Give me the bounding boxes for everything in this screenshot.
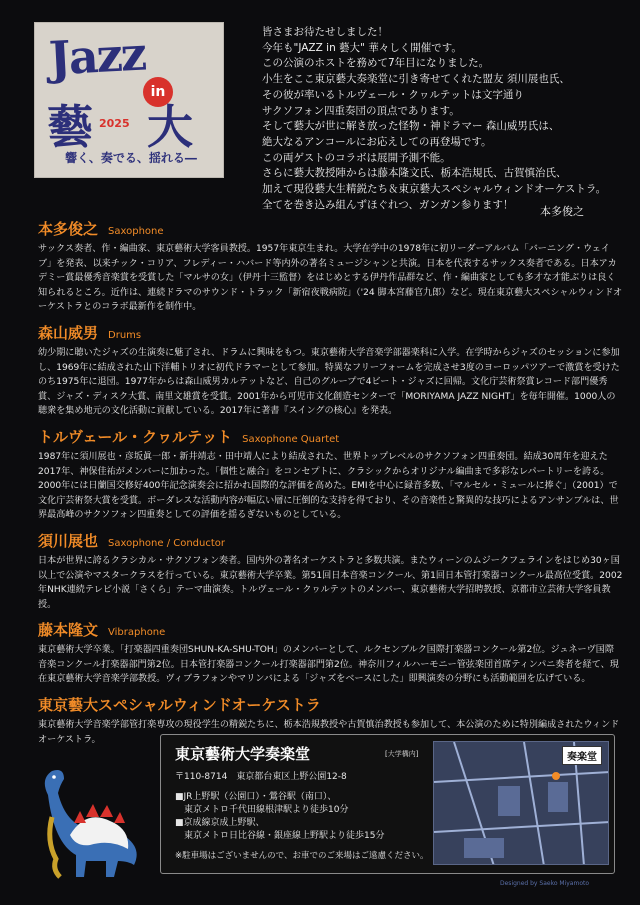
map-label-venue: 奏楽堂 [562, 746, 602, 765]
profile-honda [38, 218, 623, 315]
intro-line: さらに藝大教授陣からは藤本隆文氏、栃本浩規氏、古賀慎治氏、 [262, 167, 567, 180]
access-line: 東京メトロ日比谷線・銀座線上野駅より徒歩15分 [175, 831, 385, 841]
artist-profiles [38, 218, 623, 754]
venue-address: 〒110-8714 東京都台東区上野公園12-8 [175, 772, 347, 782]
parking-note: ※駐車場はございませんので、お車でのご来場はご遠慮ください。 [175, 851, 429, 861]
profile-name: 本多俊之 [38, 220, 99, 238]
venue-access [175, 791, 384, 843]
profile-body: 日本が世界に誇るクラシカル・サクソフォン奏者。国内外の著名オーケストラと多数共演。またウィーンのムジークフェラインをはじめ30ヶ国以上で公演やマスタークラスを行っている。東京藝術大学卒業。第51回日本音楽コンクール、第1回日本管打楽器コンクール最高位受賞。2002年NHK連続テレビ小説「さくら」テーマ曲演奏。トルヴェール・クヮルテットのメンバー、東京藝術大学招聘教授、京都市立芸術大学客員教授。 [38, 555, 623, 610]
logo-tagline: 響く、奏でる、揺れる― [65, 151, 197, 165]
profile-name: 須川展也 [38, 531, 99, 550]
intro-line: この公演のホストを務めて7年目になりました。 [262, 57, 490, 70]
profile-role: Saxophone / Conductor [108, 537, 226, 549]
intro-line: 絶大なるアンコールにお応えしての再登場です。 [262, 135, 492, 148]
dinosaur-illustration [30, 765, 150, 883]
profile-role: Saxophone Quartet [242, 433, 340, 445]
intro-line: 皆さまお待たせしました！ [262, 26, 388, 38]
profile-body: 1987年に須川展也・彦坂眞一郎・新井靖志・田中靖人により結成された、世界トップレベルのサクソフォン四重奏団。結成30周年を迎えた2017年、神保佳祐がメンバーに加わった。「個性と融合」をコンセプトに、クラシックからオリジナル編曲まで多彩なレパートリーを誇る。2000年には日蘭国交修好400年記念演奏会に招かれ国際的な評価を高めた。EMIを中心に録音多数、「マルセル・ミュールに捧ぐ」（2001）で文化庁芸術祭大賞を受賞。ボーダレスな活動内容が幅広い層に圧倒的な支持を得ており、その音楽性と驚異的な技巧によるアンサンブルは、世界最高峰のサクソフォン四重奏としての評価を揺るぎないものとしている。 [38, 451, 619, 521]
profile-role: Saxophone [108, 226, 164, 237]
profile-body: 東京藝術大学卒業。「打楽器四重奏団SHUN-KA-SHU-TOH」のメンバーとして、ルクセンブルク国際打楽器コンクール第2位。ジュネーヴ国際音楽コンクール打楽器部門第2位。日本管打楽器コンクール打楽器部門第2位。神奈川フィルハーモニー管弦楽団首席ティンパニ奏者を経て、現在東京藝術大学音楽学部教授。ヴィブラフォンやマリンバによる「ジャズをベースにした」即興演奏の分野にも活動範囲を広げている。 [38, 645, 619, 685]
access-line: 東京メトロ千代田線根津駅より徒歩10分 [175, 805, 349, 815]
venue-info [160, 734, 615, 874]
profile-moriyama [38, 322, 623, 419]
venue-sub: [大学構内] [385, 750, 419, 758]
intro-signature: 本多俊之 [540, 205, 584, 218]
intro-line: 全てを巻き込み組んずほぐれつ、ガンガン参ります！ [262, 198, 514, 211]
profile-body: 東京藝術大学音楽学部管打楽専攻の現役学生の精鋭たちに、栃本浩規教授や古賀慎治教授も参加して、本公演のために特別編成されたウィンドオーケストラ。 [38, 720, 620, 745]
profile-sugawa [38, 530, 623, 612]
intro-message [262, 25, 622, 213]
profile-body: 幼少期に聴いたジャズの生演奏に魅了され、ドラムに興味をもつ。東京藝術大学音楽学部器楽科に入学。在学時からジャズのセッションに参加し、1969年に結成された山下洋輔トリオに初代ドラマーとして参加。特異なフリーフォームを完成させ3度のヨーロッパツアーで激賞を受けたのち1975年に退団。1977年からは森山威男カルテットなど、自己のグループで4ビート・ジャズに回帰。文化庁芸術祭賞レコード部門優秀賞、ジャズ・ディスク大賞、南里文雄賞を受賞。2001年から可児市文化創造センターで「MORIYAMA JAZZ NIGHT」を毎年開催。1000人の聴衆を集め地元の文化活動に貢献している。2017年に著書『スイングの核心』を発表。 [38, 347, 620, 417]
access-line: ■JR上野駅（公園口）・鶯谷駅（南口）、 [175, 792, 337, 802]
profile-body: サックス奏者、作・編曲家、東京藝術大学客員教授。1957年東京生まれ。大学在学中の1978年に初リーダーアルバム「バーニング・ウェイブ」を発表、以来チック・コリア、フレディー・ハバード等内外の著名ミュージシャンと共演。日本を代表するサックス奏者である。日本アカデミー賞最優秀音楽賞を受賞した「マルサの女」（伊丹十三監督）をはじめとする伊丹作品群など、作・編曲家としても多才な才能ぶりは良く知られるところ。近作は、連続ドラマのサウンド・トラック「新宿夜戦病院」（'24 脚本宮藤官九郎）など。現在東京藝大スペシャルウィンドオーケストラとのコラボ最新作を制作中。 [38, 244, 623, 313]
designer-credit: Designed by Saeko Miyamoto [500, 880, 590, 887]
profile-name: 東京藝大スペシャルウィンドオーケストラ [38, 696, 321, 715]
profile-name: 森山威男 [38, 323, 99, 342]
logo-dai-text: 大 [147, 100, 193, 154]
access-line: ■京成線京成上野駅、 [175, 818, 265, 828]
intro-line: 小生をここ東京藝大奏楽堂に引き寄せてくれた盟友 須川展也氏、 [262, 73, 570, 86]
profile-fujimoto [38, 619, 623, 687]
profile-trouvere [38, 426, 623, 523]
intro-line: この両ゲストのコラボは展開予測不能。 [262, 151, 451, 164]
profile-role: Vibraphone [108, 627, 166, 639]
intro-line: 加えて現役藝大生精鋭たち＆東京藝大スペシャルウィンドオーケストラ。 [262, 183, 607, 196]
logo-gei-text: 藝 [47, 100, 93, 154]
profile-name: トルヴェール・クヮルテット [38, 427, 233, 446]
intro-line: その彼が率いるトルヴェール・クヮルテットは文字通り [262, 88, 524, 101]
logo-year: 2025 [99, 117, 130, 130]
intro-line: サクソフォン四重奏団の頂点であります。 [262, 104, 460, 117]
venue-map [433, 741, 609, 865]
logo-in-badge: in [143, 77, 173, 107]
logo-jazz-text: Jazz [47, 26, 147, 86]
event-logo [34, 22, 224, 178]
intro-line: 今年も"JAZZ in 藝大" 華々しく開催です。 [262, 41, 462, 54]
intro-line: そして藝大が世に解き放った怪物・神ドラマー 森山威男氏は、 [262, 120, 560, 133]
profile-name: 藤本隆文 [38, 621, 99, 640]
venue-name: 東京藝術大学奏楽堂 [175, 745, 311, 763]
profile-role: Drums [108, 329, 142, 341]
